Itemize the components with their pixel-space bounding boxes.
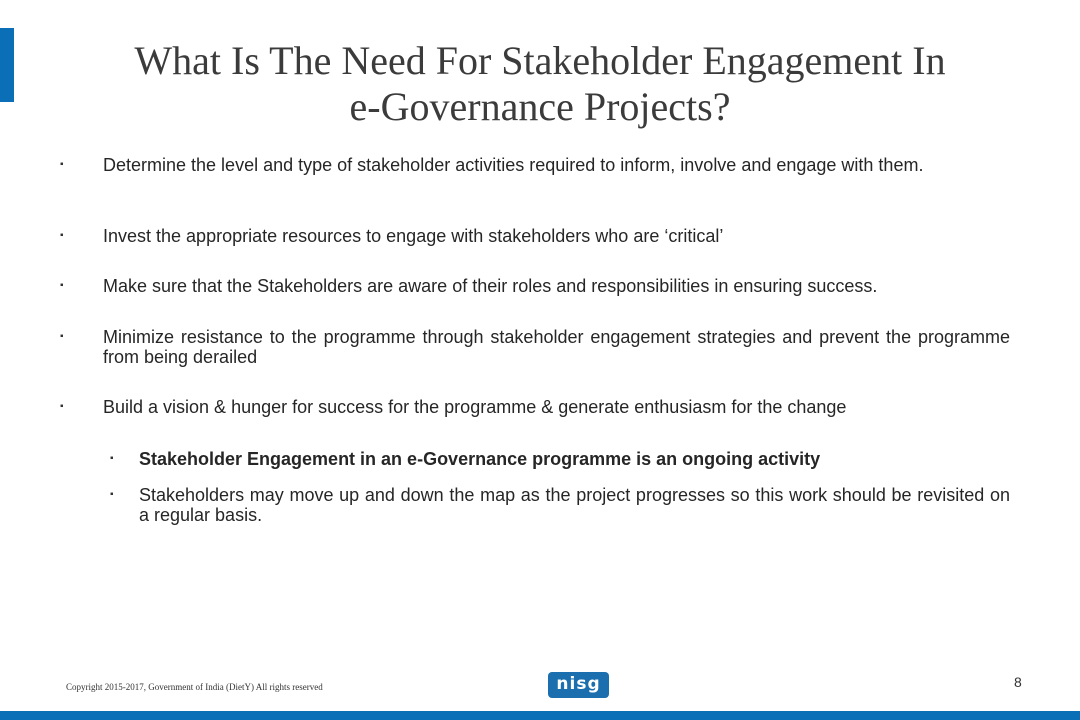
page-number: 8 [1014, 674, 1022, 690]
nisg-logo: nisg [548, 672, 609, 698]
sub-bullet-text: Stakeholders may move up and down the map as the project progresses so this work should be revisited on a regular basis. [139, 485, 1010, 525]
slide-title [60, 38, 1020, 130]
bullet-item [60, 155, 1010, 175]
title-accent-bar [0, 28, 14, 102]
bottom-accent-bar [0, 711, 1080, 720]
bullet-marker-icon: ▪ [60, 280, 64, 291]
slide-title-line-1: What Is The Need For Stakeholder Engagement In [134, 38, 946, 83]
bullet-marker-icon: ▪ [110, 489, 114, 500]
bullet-text: Minimize resistance to the programme through stakeholder engagement strategies and prevent the programme from being derailed [103, 327, 1010, 367]
bullet-text: Determine the level and type of stakeholder activities required to inform, involve and engage with them. [103, 155, 924, 175]
bullet-item [60, 327, 1010, 367]
sub-bullet-item [110, 449, 1010, 469]
bullet-marker-icon: ▪ [60, 230, 64, 241]
bullet-marker-icon: ▪ [60, 331, 64, 342]
bullet-text: Make sure that the Stakeholders are aware of their roles and responsibilities in ensuring success. [103, 276, 878, 296]
bullet-text: Invest the appropriate resources to engage with stakeholders who are ‘critical’ [103, 226, 724, 246]
bullet-item [60, 276, 1010, 296]
bullet-item [60, 397, 1010, 417]
bullet-marker-icon: ▪ [110, 453, 114, 464]
bullet-item [60, 226, 1010, 246]
copyright-footer: Copyright 2015-2017, Government of India (DietY) All rights reserved [66, 682, 323, 692]
bullet-marker-icon: ▪ [60, 401, 64, 412]
sub-bullet-text: Stakeholder Engagement in an e-Governance programme is an ongoing activity [139, 449, 821, 469]
bullet-marker-icon: ▪ [60, 159, 64, 170]
slide-title-line-2: e-Governance Projects? [349, 84, 731, 129]
sub-bullet-item [110, 485, 1010, 525]
bullet-text: Build a vision & hunger for success for the programme & generate enthusiasm for the change [103, 397, 847, 417]
